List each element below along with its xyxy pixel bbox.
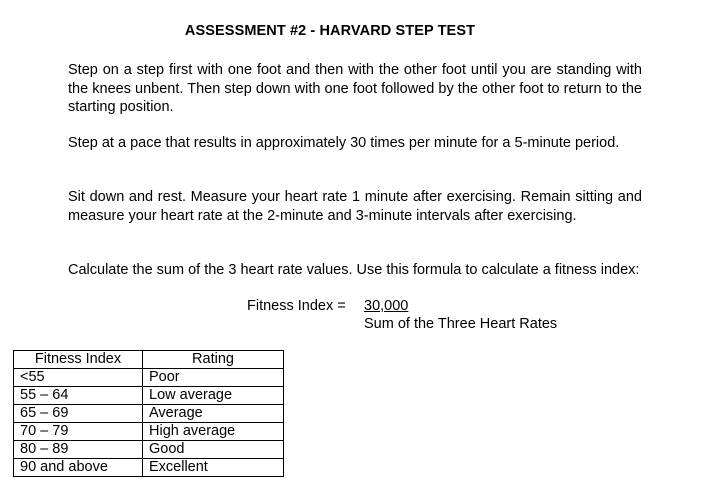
instruction-heart-rate: Sit down and rest. Measure your heart rate 1 minute after exercising. Remain sitting and measure your heart rate at the 2-minute and 3-minute intervals after exercising.: [68, 189, 642, 224]
table-row: [14, 423, 284, 441]
fitness-index-cell: 90 and above: [14, 459, 143, 477]
table-row: [14, 459, 284, 477]
fitness-index-cell: 55 – 64: [14, 387, 143, 405]
fitness-index-cell: 70 – 79: [14, 423, 143, 441]
table-row: [14, 369, 284, 387]
fitness-index-cell: 80 – 89: [14, 441, 143, 459]
instruction-step-procedure: Step on a step first with one foot and then with the other foot until you are standing with the knees unbent. Then step down with one foot followed by the other foot to return to the starting position.: [68, 62, 642, 115]
table-header-row: [14, 351, 284, 369]
table-row: [14, 441, 284, 459]
fitness-rating-table: [13, 350, 284, 477]
rating-cell: Poor: [143, 369, 284, 387]
formula-numerator: 30,000: [364, 298, 409, 314]
rating-cell: Low average: [143, 387, 284, 405]
formula-denominator: Sum of the Three Heart Rates: [364, 316, 558, 332]
rating-cell: Average: [143, 405, 284, 423]
table-row: [14, 405, 284, 423]
rating-cell: High average: [143, 423, 284, 441]
rating-cell: Good: [143, 441, 284, 459]
instruction-step-pace: Step at a pace that results in approximately 30 times per minute for a 5-minute period.: [68, 135, 620, 151]
column-header-fitness-index: Fitness Index: [14, 351, 143, 369]
table-row: [14, 387, 284, 405]
column-header-rating: Rating: [143, 351, 284, 369]
fitness-index-cell: <55: [14, 369, 143, 387]
page-title: ASSESSMENT #2 - HARVARD STEP TEST: [184, 23, 476, 39]
instruction-fitness-index: Calculate the sum of the 3 heart rate values. Use this formula to calculate a fitness index:: [68, 262, 640, 278]
formula-label: Fitness Index =: [247, 298, 346, 314]
rating-cell: Excellent: [143, 459, 284, 477]
fitness-index-cell: 65 – 69: [14, 405, 143, 423]
